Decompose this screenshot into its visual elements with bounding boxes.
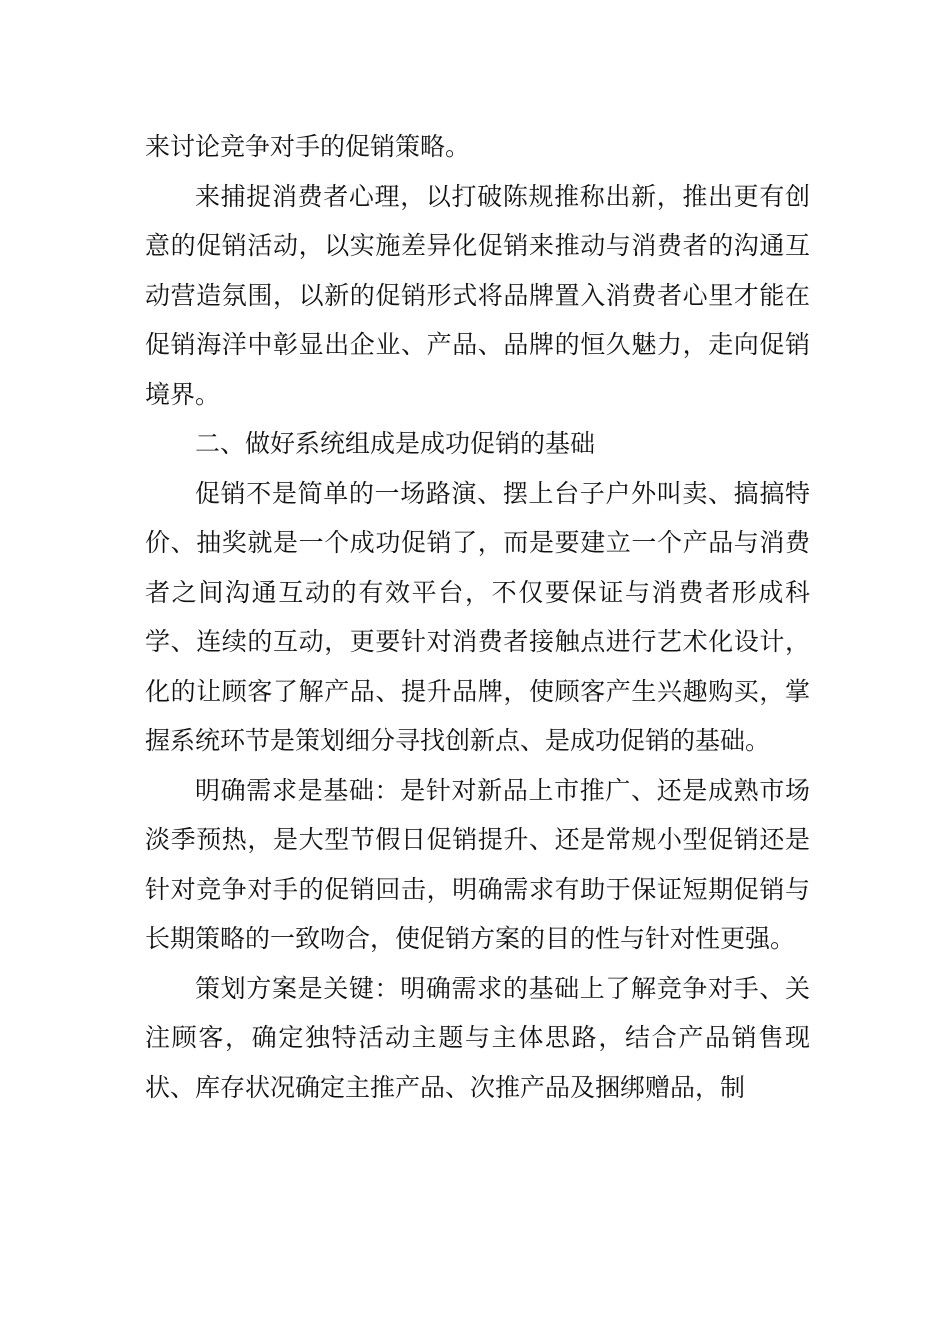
document-body: [145, 122, 810, 1112]
paragraph-1: 来讨论竞争对手的促销策略。: [145, 132, 471, 161]
paragraph-4: 明确需求是基础：是针对新品上市推广、还是成熟市场淡季预热，是大型节假日促销提升、还是常规小型促销还是针对竞争对手的促销回击，明确需求有助于保证短期促销与长期策略的一致吻合，使促销方案的目的性与针对性更强。: [145, 775, 810, 953]
paragraph-2: 来捕捉消费者心理，以打破陈规推称出新，推出更有创意的促销活动，以实施差异化促销来推动与消费者的沟通互动营造氛围，以新的促销形式将品牌置入消费者心里才能在促销海洋中彰显出企业、产品、品牌的恒久魅力，走向促销境界。: [145, 181, 810, 409]
paragraph-5: 策划方案是关键：明确需求的基础上了解竞争对手、关注顾客，确定独特活动主题与主体思路，结合产品销售现状、库存状况确定主推产品、次推产品及捆绑赠品，制: [145, 973, 810, 1102]
paragraph-3: 促销不是简单的一场路演、摆上台子户外叫卖、搞搞特价、抽奖就是一个成功促销了，而是要建立一个产品与消费者之间沟通互动的有效平台，不仅要保证与消费者形成科学、连续的互动，更要针对消费者接触点进行艺术化设计，化的让顾客了解产品、提升品牌，使顾客产生兴趣购买，掌握系统环节是策划细分寻找创新点、是成功促销的基础。: [145, 478, 810, 755]
section-heading: 二、做好系统组成是成功促销的基础: [195, 429, 596, 458]
